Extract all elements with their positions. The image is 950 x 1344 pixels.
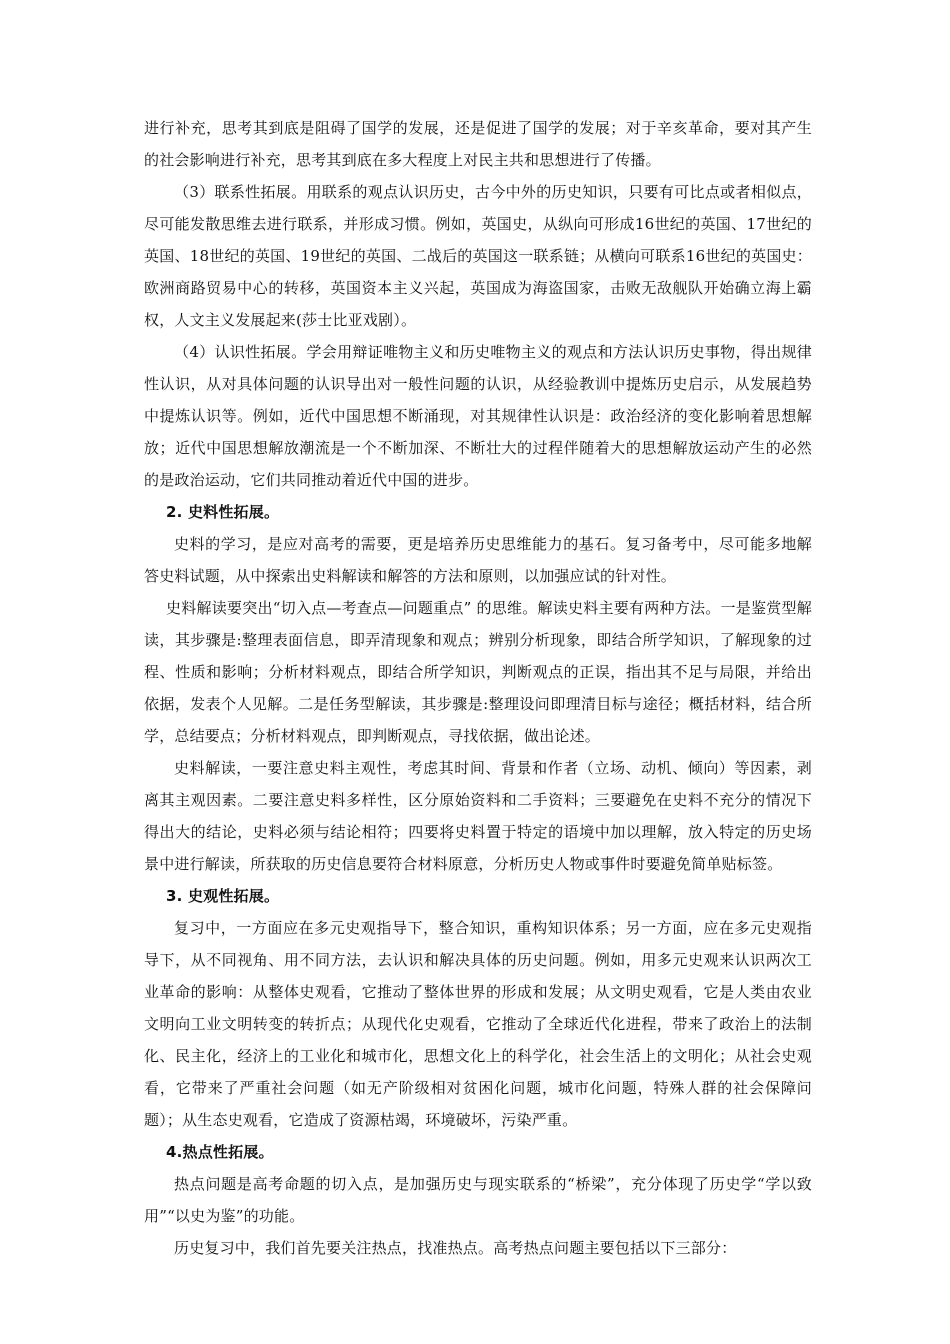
document-page <box>144 112 812 1264</box>
paragraph-historical-views: 复习中，一方面应在多元史观指导下，整合知识，重构知识体系；另一方面，应在多元史观指导下，从不同视角、用不同方法，去认识和解决具体的历史问题。例如，用多元史观来认识两次工业革命的影响：从整体史观看，它推动了整体世界的形成和发展；从文明史观看，它是人类由农业文明向工业文明转变的转折点；从现代化史观看，它推动了全球近代化进程，带来了政治上的法制化、民主化，经济上的工业化和城市化，思想文化上的科学化，社会生活上的文明化；从社会史观看，它带来了严重社会问题（如无产阶级相对贫困化问题，城市化问题，特殊人群的社会保障问题）；从生态史观看，它造成了资源枯竭，环境破坏，污染严重。 <box>144 919 812 1129</box>
heading-historical-materials: 2. 史料性拓展。 <box>166 503 280 521</box>
paragraph-hot-topics-review: 历史复习中，我们首先要关注热点，找准热点。高考热点问题主要包括以下三部分： <box>174 1239 737 1257</box>
heading-historical-views: 3. 史观性拓展。 <box>166 887 280 905</box>
paragraph-materials-reading: 史料解读要突出“切入点—考查点—问题重点” 的思维。解读史料主要有两种方法。一是鉴赏型解读，其步骤是:整理表面信息，即弄清现象和观点；辨别分析现象，即结合所学知识，了解现象的过程、性质和影响；分析材料观点，即结合所学知识，判断观点的正误，指出其不足与局限，并给出依据，发表个人见解。二是任务型解读，其步骤是:整理设问即理清目标与途径；概括材料，结合所学，总结要点；分析材料观点，即判断观点，寻找依据，做出论述。 <box>144 599 812 745</box>
paragraph-cognitive-expansion: （4）认识性拓展。学会用辩证唯物主义和历史唯物主义的观点和方法认识历史事物，得出规律性认识，从对具体问题的认识导出对一般性问题的认识，从经验教训中提炼历史启示，从发展趋势中提炼认识等。例如，近代中国思想不断涌现，对其规律性认识是：政治经济的变化影响着思想解放；近代中国思想解放潮流是一个不断加深、不断壮大的过程伴随着大的思想解放运动产生的必然的是政治运动，它们共同推动着近代中国的进步。 <box>144 343 812 489</box>
paragraph-link-expansion: （3）联系性拓展。用联系的观点认识历史，古今中外的历史知识，只要有可比点或者相似点，尽可能发散思维去进行联系，并形成习惯。例如，英国史，从纵向可形成16世纪的英国、17世纪的英国、18世纪的英国、19世纪的英国、二战后的英国这一联系链；从横向可联系16世纪的英国史：欧洲商路贸易中心的转移，英国资本主义兴起，英国成为海盗国家，击败无敌舰队开始确立海上霸权，人文主义发展起来(莎士比亚戏剧）。 <box>144 183 812 329</box>
paragraph-materials-notes: 史料解读，一要注意史料主观性，考虑其时间、背景和作者（立场、动机、倾向）等因素，剥离其主观因素。二要注意史料多样性，区分原始资料和二手资料；三要避免在史料不充分的情况下得出大的结论，史料必须与结论相符；四要将史料置于特定的语境中加以理解，放入特定的历史场景中进行解读，所获取的历史信息要符合材料原意，分析历史人物或事件时要避免简单贴标签。 <box>144 759 812 873</box>
paragraph-materials-study: 史料的学习，是应对高考的需要，更是培养历史思维能力的基石。复习备考中，尽可能多地解答史料试题，从中探索出史料解读和解答的方法和原则，以加强应试的针对性。 <box>144 535 812 585</box>
heading-hot-topics: 4.热点性拓展。 <box>166 1143 274 1161</box>
paragraph-hot-topics-intro: 热点问题是高考命题的切入点，是加强历史与现实联系的“桥梁”，充分体现了历史学“学以致用”“以史为鉴”的功能。 <box>144 1175 812 1225</box>
paragraph-continuation: 进行补充，思考其到底是阻碍了国学的发展，还是促进了国学的发展；对于辛亥革命，要对其产生的社会影响进行补充，思考其到底在多大程度上对民主共和思想进行了传播。 <box>144 119 812 169</box>
